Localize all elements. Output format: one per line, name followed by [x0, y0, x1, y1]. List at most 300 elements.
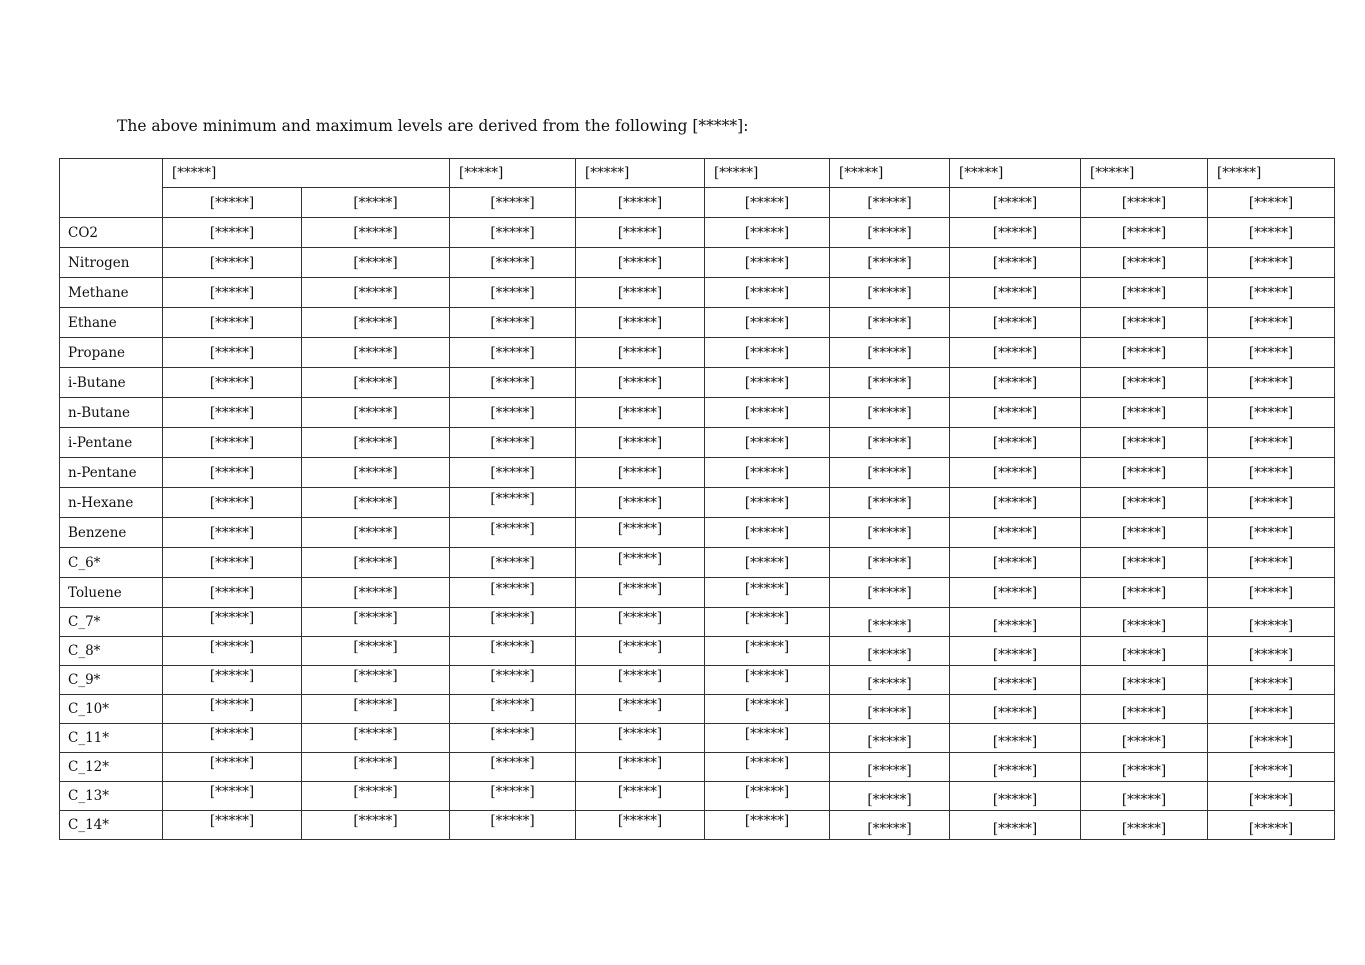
value-text: [*****] — [1248, 254, 1294, 271]
value-text: [*****] — [1121, 374, 1167, 391]
table-row — [60, 278, 1335, 308]
value-text: [*****] — [1248, 404, 1294, 421]
value-cell — [705, 724, 830, 753]
value-text: [*****] — [992, 618, 1038, 634]
value-text: [*****] — [1121, 821, 1167, 837]
value-cell — [163, 518, 302, 548]
value-text: [*****] — [1121, 554, 1167, 571]
value-cell — [950, 666, 1081, 695]
value-text: [*****] — [744, 344, 790, 361]
value-cell — [1208, 695, 1335, 724]
value-cell — [705, 695, 830, 724]
value-text: [*****] — [744, 254, 790, 271]
header-group-cell: [*****] — [576, 159, 705, 188]
table-row — [60, 368, 1335, 398]
value-cell — [830, 695, 950, 724]
header-group-cell: [*****] — [1208, 159, 1335, 188]
value-cell — [1208, 578, 1335, 608]
value-text: [*****] — [617, 520, 663, 537]
value-cell — [163, 308, 302, 338]
value-cell — [450, 458, 576, 488]
value-text: [*****] — [1248, 464, 1294, 481]
value-text: [*****] — [617, 224, 663, 241]
value-text: [*****] — [617, 639, 663, 655]
value-text: [*****] — [992, 224, 1038, 241]
value-text: [*****] — [209, 284, 255, 301]
value-text: [*****] — [490, 554, 535, 571]
value-cell — [302, 548, 450, 578]
value-text: [*****] — [1121, 734, 1167, 750]
value-cell — [830, 398, 950, 428]
value-text: [*****] — [209, 584, 255, 601]
value-text: [*****] — [867, 494, 912, 511]
value-text: [*****] — [1248, 524, 1294, 541]
value-text: [*****] — [353, 344, 398, 361]
value-cell — [302, 488, 450, 518]
value-cell — [950, 724, 1081, 753]
value-cell — [576, 637, 705, 666]
value-text: [*****] — [1248, 763, 1294, 779]
component-name-cell: Methane — [60, 278, 163, 308]
value-text: [*****] — [867, 524, 912, 541]
value-text: [*****] — [490, 755, 535, 771]
value-text: [*****] — [744, 494, 790, 511]
component-name-cell: C_12* — [60, 753, 163, 782]
value-text: [*****] — [353, 434, 398, 451]
value-text: [*****] — [744, 284, 790, 301]
value-text: [*****] — [617, 784, 663, 800]
value-text: [*****] — [353, 524, 398, 541]
value-text: [*****] — [867, 763, 912, 779]
value-cell — [705, 518, 830, 548]
value-text: [*****] — [867, 554, 912, 571]
subheader-cell: [*****] — [1081, 188, 1208, 218]
value-cell — [450, 218, 576, 248]
value-text: [*****] — [617, 404, 663, 421]
value-cell — [450, 278, 576, 308]
table-row — [60, 248, 1335, 278]
value-text: [*****] — [1121, 344, 1167, 361]
value-text: [*****] — [353, 726, 398, 742]
header-group-cell: [*****] — [705, 159, 830, 188]
value-cell — [1081, 753, 1208, 782]
value-text: [*****] — [209, 784, 255, 800]
value-cell — [450, 368, 576, 398]
value-text: [*****] — [617, 610, 663, 626]
component-name-cell: C_6* — [60, 548, 163, 578]
value-cell — [1081, 637, 1208, 666]
value-text: [*****] — [617, 464, 663, 481]
value-cell — [830, 548, 950, 578]
value-text: [*****] — [209, 755, 255, 771]
value-text: [*****] — [867, 792, 912, 808]
value-text: [*****] — [490, 490, 535, 507]
value-text: [*****] — [209, 314, 255, 331]
value-text: [*****] — [992, 284, 1038, 301]
table-row — [60, 695, 1335, 724]
value-cell — [1081, 308, 1208, 338]
header-group-cell: [*****] — [163, 159, 450, 188]
value-cell — [830, 368, 950, 398]
value-cell — [950, 488, 1081, 518]
value-text: [*****] — [1248, 676, 1294, 692]
value-cell — [1081, 608, 1208, 637]
value-text: [*****] — [1248, 618, 1294, 634]
value-text: [*****] — [992, 494, 1038, 511]
value-text: [*****] — [209, 726, 255, 742]
table-row — [60, 518, 1335, 548]
value-cell — [705, 782, 830, 811]
value-text: [*****] — [209, 697, 255, 713]
value-cell — [1208, 368, 1335, 398]
value-cell — [1208, 608, 1335, 637]
value-cell — [576, 518, 705, 548]
value-cell — [705, 811, 830, 840]
value-cell — [830, 578, 950, 608]
value-cell — [163, 811, 302, 840]
table-row — [60, 608, 1335, 637]
value-text: [*****] — [1248, 792, 1294, 808]
value-cell — [1081, 488, 1208, 518]
value-text: [*****] — [353, 639, 398, 655]
value-cell — [163, 368, 302, 398]
value-cell — [1208, 548, 1335, 578]
value-cell — [1208, 218, 1335, 248]
value-text: [*****] — [1248, 554, 1294, 571]
value-text: [*****] — [992, 584, 1038, 601]
component-name-cell: n-Hexane — [60, 488, 163, 518]
subheader-cell: [*****] — [302, 188, 450, 218]
value-cell — [576, 278, 705, 308]
value-cell — [705, 578, 830, 608]
value-cell — [302, 338, 450, 368]
value-text: [*****] — [1121, 705, 1167, 721]
value-cell — [950, 218, 1081, 248]
value-text: [*****] — [209, 344, 255, 361]
value-cell — [302, 368, 450, 398]
value-cell — [163, 753, 302, 782]
table-row — [60, 666, 1335, 695]
value-text: [*****] — [617, 813, 663, 829]
value-cell — [450, 308, 576, 338]
value-text: [*****] — [992, 374, 1038, 391]
value-text: [*****] — [490, 813, 535, 829]
value-cell — [705, 458, 830, 488]
value-cell — [830, 488, 950, 518]
value-text: [*****] — [490, 580, 535, 597]
table-row — [60, 458, 1335, 488]
value-cell — [830, 248, 950, 278]
table-row — [60, 724, 1335, 753]
value-text: [*****] — [867, 434, 912, 451]
value-cell — [830, 458, 950, 488]
value-text: [*****] — [353, 464, 398, 481]
value-cell — [1208, 308, 1335, 338]
value-cell — [163, 338, 302, 368]
value-text: [*****] — [209, 464, 255, 481]
value-text: [*****] — [490, 434, 535, 451]
value-text: [*****] — [490, 520, 535, 537]
value-text: [*****] — [867, 374, 912, 391]
value-cell — [163, 458, 302, 488]
value-cell — [1081, 458, 1208, 488]
value-cell — [705, 308, 830, 338]
value-text: [*****] — [209, 668, 255, 684]
value-cell — [950, 753, 1081, 782]
value-text: [*****] — [992, 254, 1038, 271]
value-text: [*****] — [353, 314, 398, 331]
component-name-cell: n-Butane — [60, 398, 163, 428]
value-text: [*****] — [992, 705, 1038, 721]
value-cell — [302, 428, 450, 458]
value-text: [*****] — [617, 726, 663, 742]
value-cell — [950, 248, 1081, 278]
value-cell — [950, 637, 1081, 666]
value-text: [*****] — [744, 524, 790, 541]
value-cell — [576, 548, 705, 578]
subheader-cell: [*****] — [1208, 188, 1335, 218]
component-name-cell: i-Pentane — [60, 428, 163, 458]
subheader-cell: [*****] — [163, 188, 302, 218]
table-row — [60, 428, 1335, 458]
value-cell — [576, 724, 705, 753]
value-text: [*****] — [490, 314, 535, 331]
value-text: [*****] — [209, 494, 255, 511]
value-text: [*****] — [992, 464, 1038, 481]
value-text: [*****] — [867, 584, 912, 601]
value-text: [*****] — [490, 224, 535, 241]
value-cell — [1208, 724, 1335, 753]
value-text: [*****] — [744, 464, 790, 481]
component-name-cell: Propane — [60, 338, 163, 368]
value-text: [*****] — [1121, 314, 1167, 331]
value-cell — [1208, 488, 1335, 518]
value-text: [*****] — [744, 434, 790, 451]
value-text: [*****] — [1248, 284, 1294, 301]
component-name-cell: C_8* — [60, 637, 163, 666]
value-cell — [576, 578, 705, 608]
value-text: [*****] — [744, 374, 790, 391]
value-cell — [705, 753, 830, 782]
value-text: [*****] — [744, 224, 790, 241]
value-cell — [830, 782, 950, 811]
value-cell — [302, 218, 450, 248]
value-text: [*****] — [490, 374, 535, 391]
value-text: [*****] — [353, 813, 398, 829]
value-text: [*****] — [209, 404, 255, 421]
component-name-cell: CO2 — [60, 218, 163, 248]
value-text: [*****] — [744, 639, 790, 655]
value-cell — [1081, 518, 1208, 548]
value-text: [*****] — [867, 314, 912, 331]
value-text: [*****] — [744, 697, 790, 713]
component-name-cell: Ethane — [60, 308, 163, 338]
value-cell — [450, 753, 576, 782]
value-cell — [1208, 248, 1335, 278]
value-text: [*****] — [744, 813, 790, 829]
value-text: [*****] — [1248, 374, 1294, 391]
value-text: [*****] — [617, 374, 663, 391]
value-text: [*****] — [617, 697, 663, 713]
value-cell — [1208, 518, 1335, 548]
component-name-cell: Nitrogen — [60, 248, 163, 278]
value-text: [*****] — [867, 254, 912, 271]
value-cell — [576, 695, 705, 724]
value-cell — [576, 782, 705, 811]
value-cell — [450, 578, 576, 608]
value-text: [*****] — [1121, 464, 1167, 481]
value-cell — [950, 608, 1081, 637]
value-text: [*****] — [353, 755, 398, 771]
value-text: [*****] — [490, 726, 535, 742]
value-text: [*****] — [490, 404, 535, 421]
value-text: [*****] — [867, 705, 912, 721]
table-row — [60, 218, 1335, 248]
value-cell — [450, 724, 576, 753]
value-cell — [705, 637, 830, 666]
value-text: [*****] — [867, 618, 912, 634]
value-text: [*****] — [1121, 284, 1167, 301]
value-text: [*****] — [353, 610, 398, 626]
value-cell — [163, 608, 302, 637]
value-text: [*****] — [744, 726, 790, 742]
value-text: [*****] — [1121, 676, 1167, 692]
component-name-cell: C_14* — [60, 811, 163, 840]
value-cell — [450, 608, 576, 637]
value-text: [*****] — [490, 668, 535, 684]
value-cell — [1081, 666, 1208, 695]
header-group-cell: [*****] — [950, 159, 1081, 188]
value-cell — [450, 398, 576, 428]
value-text: [*****] — [617, 314, 663, 331]
table-row — [60, 338, 1335, 368]
component-name-cell: Benzene — [60, 518, 163, 548]
value-cell — [830, 518, 950, 548]
table-row — [60, 753, 1335, 782]
value-cell — [450, 548, 576, 578]
value-text: [*****] — [209, 639, 255, 655]
value-cell — [830, 753, 950, 782]
value-text: [*****] — [209, 434, 255, 451]
value-cell — [450, 637, 576, 666]
component-name-cell: C_7* — [60, 608, 163, 637]
value-cell — [1208, 398, 1335, 428]
value-text: [*****] — [744, 314, 790, 331]
value-text: [*****] — [490, 254, 535, 271]
value-cell — [705, 338, 830, 368]
value-text: [*****] — [992, 344, 1038, 361]
value-cell — [705, 608, 830, 637]
value-text: [*****] — [353, 584, 398, 601]
value-text: [*****] — [1248, 647, 1294, 663]
value-text: [*****] — [1121, 224, 1167, 241]
value-cell — [950, 458, 1081, 488]
value-cell — [1081, 278, 1208, 308]
value-text: [*****] — [1121, 618, 1167, 634]
value-text: [*****] — [992, 314, 1038, 331]
value-text: [*****] — [353, 784, 398, 800]
value-cell — [163, 548, 302, 578]
value-text: [*****] — [1248, 314, 1294, 331]
table-row — [60, 488, 1335, 518]
table-row — [60, 811, 1335, 840]
component-name-cell: Toluene — [60, 578, 163, 608]
header-group-cell: [*****] — [450, 159, 576, 188]
value-text: [*****] — [1248, 224, 1294, 241]
value-cell — [576, 248, 705, 278]
value-cell — [950, 548, 1081, 578]
value-text: [*****] — [1121, 524, 1167, 541]
value-cell — [450, 248, 576, 278]
table-row — [60, 308, 1335, 338]
value-text: [*****] — [353, 404, 398, 421]
value-text: [*****] — [867, 344, 912, 361]
value-cell — [1208, 782, 1335, 811]
value-cell — [1081, 368, 1208, 398]
value-text: [*****] — [744, 610, 790, 626]
value-text: [*****] — [1248, 584, 1294, 601]
value-text: [*****] — [744, 755, 790, 771]
value-text: [*****] — [353, 494, 398, 511]
value-cell — [950, 398, 1081, 428]
value-text: [*****] — [992, 734, 1038, 750]
value-cell — [950, 338, 1081, 368]
value-cell — [1208, 753, 1335, 782]
table-row — [60, 637, 1335, 666]
value-cell — [163, 248, 302, 278]
value-cell — [450, 338, 576, 368]
value-cell — [1081, 218, 1208, 248]
value-cell — [450, 518, 576, 548]
value-cell — [576, 428, 705, 458]
value-text: [*****] — [490, 639, 535, 655]
value-text: [*****] — [617, 668, 663, 684]
value-text: [*****] — [1121, 254, 1167, 271]
value-cell — [302, 811, 450, 840]
value-text: [*****] — [353, 668, 398, 684]
value-cell — [163, 637, 302, 666]
value-text: [*****] — [992, 647, 1038, 663]
value-text: [*****] — [490, 344, 535, 361]
value-cell — [302, 637, 450, 666]
component-name-cell: C_13* — [60, 782, 163, 811]
value-text: [*****] — [209, 813, 255, 829]
table-row — [60, 782, 1335, 811]
value-text: [*****] — [617, 284, 663, 301]
value-cell — [576, 753, 705, 782]
value-text: [*****] — [992, 554, 1038, 571]
value-cell — [450, 695, 576, 724]
value-text: [*****] — [617, 434, 663, 451]
value-cell — [302, 518, 450, 548]
value-cell — [705, 248, 830, 278]
value-text: [*****] — [992, 821, 1038, 837]
value-cell — [1081, 428, 1208, 458]
value-cell — [950, 308, 1081, 338]
value-text: [*****] — [1121, 647, 1167, 663]
value-text: [*****] — [867, 734, 912, 750]
value-cell — [450, 782, 576, 811]
table-row — [60, 548, 1335, 578]
value-text: [*****] — [992, 524, 1038, 541]
value-cell — [950, 518, 1081, 548]
value-cell — [705, 488, 830, 518]
value-cell — [1081, 578, 1208, 608]
value-cell — [576, 666, 705, 695]
value-text: [*****] — [867, 464, 912, 481]
value-cell — [163, 488, 302, 518]
value-cell — [163, 666, 302, 695]
